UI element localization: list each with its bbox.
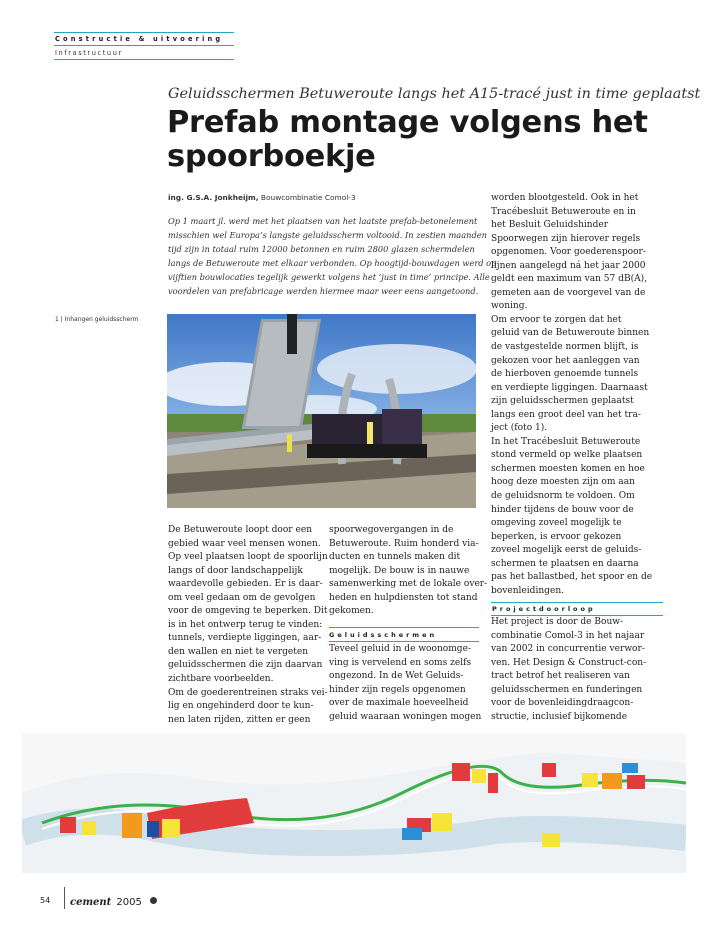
text-line: zoveel mogelijk eerst de geluids- [491, 545, 642, 556]
photo-noise-barrier-installation [167, 314, 476, 508]
text-line: schermen te plaatsen en daarna [491, 558, 639, 569]
text-line: Betuweroute. Ruim honderd via- [329, 538, 479, 549]
text-line: voor de omgeving te beperken. Dit [168, 606, 328, 617]
section-rule-bottom [329, 641, 479, 642]
text-line: lig en ongehinderd door te kun- [168, 701, 314, 712]
text-line: omgeving zoveel mogelijk te [491, 518, 622, 529]
text-line: de hierboven genoemde tunnels [491, 369, 639, 380]
intro-paragraph [168, 214, 496, 298]
text-line: Op veel plaatsen loopt de spoorlijn [168, 552, 328, 563]
section-rule-top [491, 602, 663, 603]
body-column-2-bottom [329, 643, 481, 724]
section-heading-geluidsschermen: Geluidsschermen [329, 631, 438, 639]
text-line: structie, inclusief bijkomende [491, 711, 628, 722]
text-line: gekomen. [329, 606, 374, 617]
photo-caption: 1 | Inhangen geluidsscherm [55, 316, 139, 323]
intro-line: misschien wel Europa’s langste geluidsscherm voltooid. In zestien maanden [168, 230, 487, 240]
text-line: ven. Het Design & Construct-con- [491, 657, 647, 668]
text-line: het Besluit Geluidshinder [491, 220, 609, 231]
text-line: ving is vervelend en soms zelfs [329, 657, 472, 668]
text-line: Om de goederentreinen straks vei- [168, 687, 328, 698]
text-line: stond vermeld op welke plaatsen [491, 450, 643, 461]
text-line: opgenomen. Voor goederenspoor- [491, 247, 646, 258]
section-rule-top [329, 627, 479, 628]
text-line: nen laten rijden, zitten er geen [168, 714, 311, 725]
text-line: mogelijk. De bouw is in nauwe [329, 565, 470, 576]
text-line: is in het ontwerp terug te vinden: [168, 619, 323, 630]
text-line: van 2002 in concurrentie verwor- [491, 644, 645, 655]
header-rule-middle [54, 45, 234, 46]
text-line: om veel gedaan om de gevolgen [168, 592, 316, 603]
text-line: beperken, is ervoor gekozen [491, 531, 622, 542]
footer-brand-block [70, 890, 157, 909]
text-line: geldt een maximum van 57 dB(A), [491, 274, 648, 285]
text-line: gebied waar veel mensen wonen. [168, 538, 321, 549]
text-line: Het project is door de Bouw- [491, 617, 624, 627]
text-line: geluid waaraan woningen mogen [329, 711, 482, 722]
intro-line: langs de Betuweroute met elkaar verbonden. Op hoogtijd-bouwdagen werd op [168, 258, 497, 268]
footer-brand: cement [70, 897, 112, 908]
text-line: over de maximale hoeveelheid [329, 698, 469, 709]
brand-dot-icon [150, 897, 157, 904]
intro-line: tijd zijn in totaal ruim 12000 betonnen en ruim 2800 glazen schermdelen [168, 244, 475, 254]
body-column-2-top [329, 524, 487, 619]
text-line: hoog deze moesten zijn om aan [491, 477, 635, 488]
text-line: ongezond. In de Wet Geluids- [329, 671, 464, 682]
intro-line: vijftien bouwlocaties tegelijk gewerkt volgens het ‘just in time’ principe. Alle [168, 272, 490, 282]
text-line: bovenleidingen. [491, 585, 565, 596]
text-line: voor de bovenleidingdraagcon- [491, 698, 634, 709]
text-line: Tracébesluit Betuweroute en in [491, 206, 636, 217]
text-line: zijn geluidsschermen geplaatst [491, 396, 634, 407]
text-line: de geluidsnorm te voldoen. Om [491, 491, 635, 502]
body-column-3-bottom [491, 616, 646, 724]
text-line: Teveel geluid in de woonomge- [329, 644, 472, 654]
text-line: Om ervoor te zorgen dat het [491, 314, 622, 325]
author-name: ing. G.S.A. Jonkheijm, [168, 193, 259, 202]
body-column-1 [168, 524, 328, 727]
intro-line: voordelen van prefabricage werden hiermee maar weer eens aangetoond. [168, 286, 479, 296]
text-line: In het Tracébesluit Betuweroute [491, 436, 641, 447]
text-line: woning. [491, 301, 528, 312]
text-line: worden blootgesteld. Ook in het [491, 193, 639, 203]
subsection-label: Infrastructuur [55, 49, 123, 57]
article-suptitle: Geluidsschermen Betuweroute langs het A15-tracé just in time geplaatst [168, 86, 701, 102]
text-line: heden en hulpdiensten tot stand [329, 592, 478, 603]
intro-line: Op 1 maart jl. werd met het plaatsen van het laatste prefab-betonelement [168, 216, 478, 226]
article-title [167, 106, 648, 174]
text-line: schermen moesten komen en hoe [491, 463, 645, 474]
text-line: langs of door landschappelijk [168, 565, 303, 576]
section-heading-projectdoorloop: Projectdoorloop [492, 605, 596, 613]
footer-divider [64, 887, 65, 909]
byline [168, 193, 356, 202]
text-line: geluidsschermen die zijn daarvan [168, 660, 323, 671]
route-map [22, 733, 686, 873]
text-line: Spoorwegen zijn hierover regels [491, 233, 641, 244]
title-line-1: Prefab montage volgens het [167, 105, 648, 140]
text-line: gekozen voor het aanleggen van [491, 355, 640, 366]
title-line-2: spoorboekje [167, 139, 376, 174]
section-label: Constructie & uitvoering [55, 35, 224, 43]
text-line: geluid van de Betuweroute binnen [491, 328, 650, 339]
text-line: ducten en tunnels maken dit [329, 552, 461, 563]
text-line: spoorwegovergangen in de [329, 525, 454, 535]
text-line: zichtbare voorbeelden. [168, 674, 274, 685]
text-line: combinatie Comol-3 in het najaar [491, 630, 645, 641]
text-line: geluidsschermen en funderingen [491, 684, 643, 695]
text-line: waardevolle gebieden. Er is daar- [168, 579, 323, 590]
text-line: tunnels, verdiepte liggingen, aar- [168, 633, 322, 644]
text-line: de vastgestelde normen blijft, is [491, 342, 639, 353]
body-column-3-top [491, 192, 652, 598]
text-line: samenwerking met de lokale over- [329, 579, 488, 590]
header-rule-bottom [54, 59, 234, 60]
text-line: langs een groot deel van het tra- [491, 409, 641, 420]
text-line: ject (foto 1). [491, 423, 548, 434]
text-line: gemeten aan de voorgevel van de [491, 287, 646, 298]
text-line: en verdiepte liggingen. Daarnaast [491, 382, 648, 393]
text-line: hinder zijn regels opgenomen [329, 684, 466, 695]
text-line: lijnen aangelegd ná het jaar 2000 [491, 260, 646, 271]
author-org: Bouwcombinatie Comol-3 [260, 193, 356, 202]
footer-year: 2005 [116, 897, 142, 908]
header-rule-top [54, 32, 234, 33]
text-line: den wallen en niet te vergeten [168, 646, 309, 657]
text-line: tract betrof het realiseren van [491, 671, 630, 682]
page-number: 54 [40, 896, 51, 905]
text-line: De Betuweroute loopt door een [168, 525, 313, 535]
text-line: hinder tijdens de bouw voor de [491, 504, 634, 515]
text-line: pas het ballastbed, het spoor en de [491, 572, 653, 583]
